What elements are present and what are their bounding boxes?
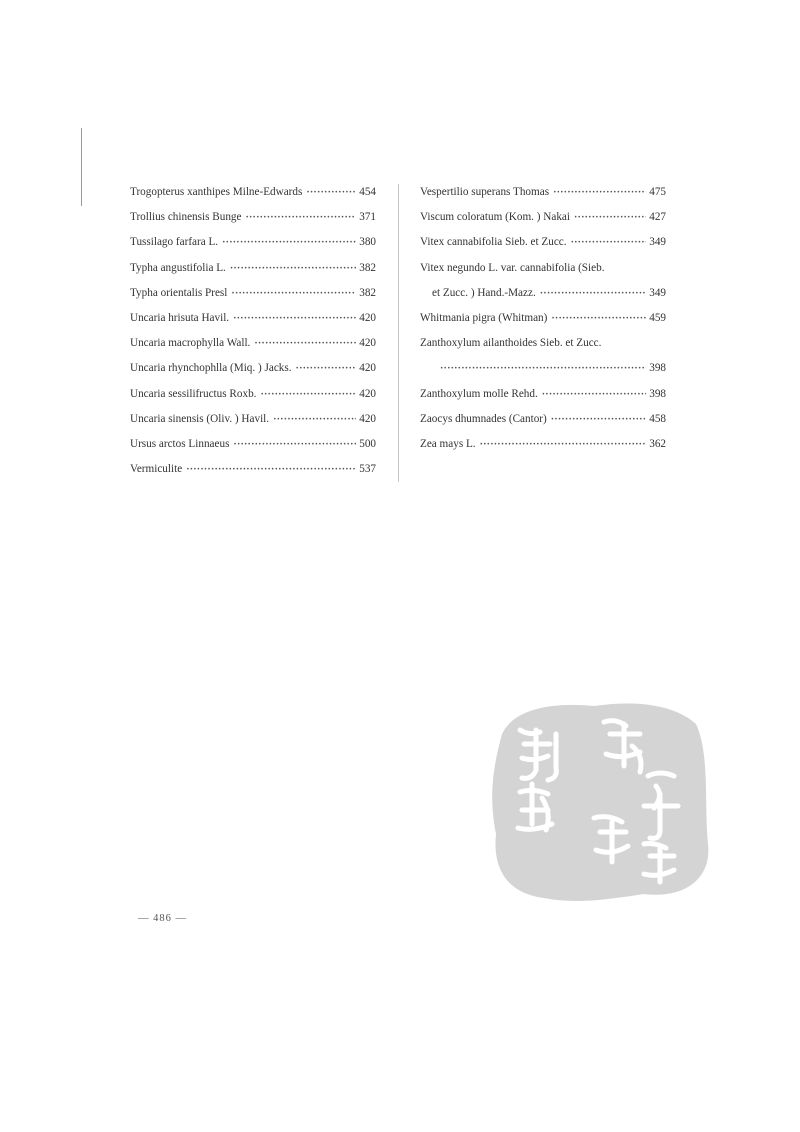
- dot-leader: [296, 360, 357, 377]
- index-entry: [420, 234, 666, 259]
- dot-leader: [551, 411, 646, 428]
- entry-page: 475: [649, 186, 666, 198]
- index-entry: [420, 411, 666, 436]
- page-number: — 486 —: [138, 913, 187, 924]
- dot-leader: [542, 386, 646, 403]
- margin-rule: [81, 128, 82, 206]
- index-entry-continued: [420, 335, 666, 360]
- entry-page: 420: [359, 362, 376, 375]
- entry-name: Uncaria sinensis (Oliv. ) Havil.: [130, 412, 270, 425]
- dot-leader: [480, 436, 647, 453]
- index-entry: [420, 184, 666, 209]
- index-entry: [130, 436, 376, 461]
- index-entry: [130, 310, 376, 335]
- entry-page: 420: [359, 311, 376, 324]
- seal-stamp-icon: [484, 694, 712, 906]
- entry-page: 349: [649, 236, 666, 249]
- index-entry: [130, 234, 376, 259]
- index-entry: [130, 411, 376, 436]
- index-entry: [130, 184, 376, 209]
- dot-leader: [574, 209, 646, 226]
- index-entry: [130, 209, 376, 234]
- entry-name: Typha orientalis Presl: [130, 286, 228, 299]
- dot-leader: [260, 386, 356, 403]
- dot-leader: [231, 285, 356, 302]
- dot-leader: [420, 360, 646, 377]
- entry-page: 420: [359, 412, 376, 425]
- entry-page: 382: [359, 261, 376, 274]
- entry-page: 427: [649, 211, 666, 224]
- entry-page: 362: [649, 437, 666, 450]
- dot-leader: [571, 234, 647, 251]
- index-entry: [420, 360, 666, 385]
- entry-name: Zaocys dhumnades (Cantor): [420, 412, 547, 425]
- entry-page: 537: [359, 463, 376, 476]
- entry-name: Vitex negundo L. var. cannabifolia (Sieb.: [420, 261, 605, 274]
- entry-name: et Zucc. ) Hand.-Mazz.: [432, 286, 536, 299]
- entry-name: Vespertilio superans Thomas: [420, 186, 550, 198]
- index-column-left: [130, 184, 376, 486]
- entry-page: 398: [649, 362, 666, 375]
- entry-page: 420: [359, 387, 376, 400]
- entry-page: 459: [649, 311, 666, 324]
- entry-page: 454: [359, 186, 376, 198]
- dot-leader: [540, 285, 646, 302]
- dot-leader: [553, 184, 646, 201]
- entry-page: 420: [359, 337, 376, 350]
- index-entry: [130, 360, 376, 385]
- index-entry: [130, 335, 376, 360]
- dot-leader: [186, 461, 356, 478]
- entry-name: Ursus arctos Linnaeus: [130, 437, 230, 450]
- index-entry: [420, 386, 666, 411]
- dot-leader: [245, 209, 356, 226]
- entry-name: Tussilago farfara L.: [130, 236, 219, 249]
- index-entry: [130, 285, 376, 310]
- dot-leader: [230, 260, 356, 277]
- dot-leader: [273, 411, 356, 428]
- entry-page: 458: [649, 412, 666, 425]
- index-entry: [130, 461, 376, 486]
- dot-leader: [222, 234, 356, 251]
- entry-name: Trollius chinensis Bunge: [130, 211, 242, 224]
- dot-leader: [551, 310, 646, 327]
- dot-leader: [306, 184, 356, 201]
- entry-name: Typha angustifolia L.: [130, 261, 226, 274]
- entry-page: 371: [359, 211, 376, 224]
- entry-name: Vitex cannabifolia Sieb. et Zucc.: [420, 236, 567, 249]
- index-entry: [420, 310, 666, 335]
- entry-name: Uncaria hrisuta Havil.: [130, 311, 230, 324]
- dot-leader: [254, 335, 356, 352]
- entry-name: Whitmania pigra (Whitman): [420, 311, 548, 324]
- dot-leader: [233, 310, 356, 327]
- entry-name: Viscum coloratum (Kom. ) Nakai: [420, 211, 571, 224]
- entry-page: 382: [359, 286, 376, 299]
- dot-leader: [233, 436, 356, 453]
- index-entry: [130, 260, 376, 285]
- entry-name: Zanthoxylum ailanthoides Sieb. et Zucc.: [420, 337, 602, 350]
- entry-page: 500: [359, 437, 376, 450]
- index-column-right: [420, 184, 666, 461]
- index-entry-continued: [420, 260, 666, 285]
- entry-name: Uncaria rhynchophlla (Miq. ) Jacks.: [130, 362, 292, 375]
- entry-name: Vermiculite: [130, 463, 183, 476]
- index-entry: [130, 386, 376, 411]
- entry-name: Trogopterus xanthipes Milne-Edwards: [130, 186, 303, 198]
- index-entry: [420, 436, 666, 461]
- entry-name: Uncaria sessilifructus Roxb.: [130, 387, 257, 400]
- entry-name: Zea mays L.: [420, 437, 476, 450]
- entry-name: Zanthoxylum molle Rehd.: [420, 387, 538, 400]
- index-entry: [420, 209, 666, 234]
- column-divider: [398, 184, 399, 482]
- entry-page: 380: [359, 236, 376, 249]
- entry-name: Uncaria macrophylla Wall.: [130, 337, 251, 350]
- entry-page: 349: [649, 286, 666, 299]
- index-entry: [420, 285, 666, 310]
- entry-page: 398: [649, 387, 666, 400]
